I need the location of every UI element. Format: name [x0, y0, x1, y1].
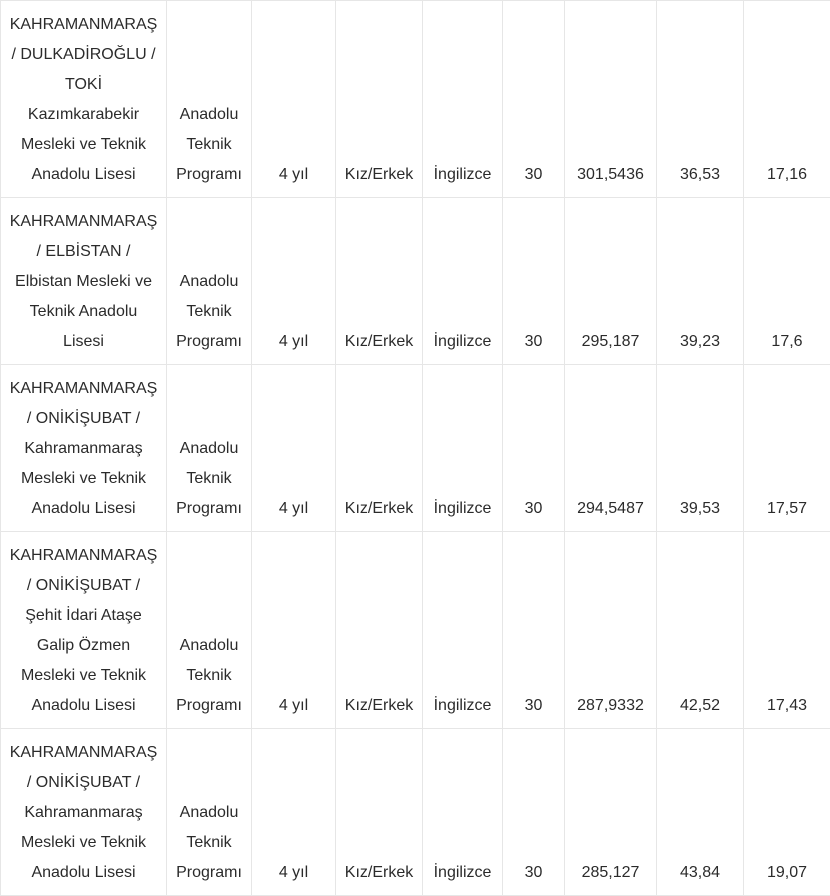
program-cell — [167, 365, 252, 532]
school-name-line: TOKİ — [64, 76, 103, 93]
last-value-cell: 17,57 — [744, 365, 830, 532]
school-name-line: / DULKADİROĞLU / — [11, 46, 156, 63]
last-value-cell: 19,07 — [744, 729, 830, 896]
program-line: Anadolu — [179, 273, 239, 290]
table-row — [1, 365, 830, 532]
last-value-cell: 17,43 — [744, 532, 830, 729]
school-name-line: Anadolu Lisesi — [31, 697, 136, 714]
last-value-cell: 17,16 — [744, 1, 830, 198]
school-name-line: Elbistan Mesleki ve — [15, 273, 152, 290]
score-cell: 294,5487 — [565, 365, 657, 532]
table-row — [1, 729, 830, 896]
school-name-line: KAHRAMANMARAŞ — [9, 213, 158, 230]
table-body — [1, 1, 830, 896]
school-name-cell — [1, 1, 167, 198]
score-cell: 285,127 — [565, 729, 657, 896]
school-name-line: Kahramanmaraş — [24, 804, 143, 821]
school-name-line: Kazımkarabekir — [27, 106, 140, 123]
program-line: Anadolu — [179, 804, 239, 821]
quota-cell: 30 — [503, 729, 565, 896]
language-cell: İngilizce — [423, 365, 503, 532]
duration-cell: 4 yıl — [252, 1, 336, 198]
program-line: Anadolu — [179, 106, 239, 123]
percentile-cell: 39,23 — [657, 198, 744, 365]
school-name-line: / ONİKİŞUBAT / — [26, 577, 141, 594]
school-name-line: Teknik Anadolu — [29, 303, 138, 320]
school-name-line: Mesleki ve Teknik — [20, 834, 147, 851]
school-name-line: Anadolu Lisesi — [31, 864, 136, 881]
school-name-cell — [1, 198, 167, 365]
program-line: Programı — [176, 166, 242, 183]
program-line: Programı — [176, 697, 242, 714]
program-line: Teknik — [186, 470, 232, 487]
school-name-line: Galip Özmen — [36, 637, 131, 654]
school-name-line: Lisesi — [63, 333, 104, 350]
score-cell: 287,9332 — [565, 532, 657, 729]
school-name-line: Mesleki ve Teknik — [20, 470, 147, 487]
quota-cell: 30 — [503, 365, 565, 532]
program-line: Programı — [176, 864, 242, 881]
language-cell: İngilizce — [423, 1, 503, 198]
gender-cell: Kız/Erkek — [336, 1, 423, 198]
school-name-line: Şehit İdari Ataşe — [25, 607, 142, 624]
gender-cell: Kız/Erkek — [336, 198, 423, 365]
school-name-cell — [1, 532, 167, 729]
percentile-cell: 39,53 — [657, 365, 744, 532]
duration-cell: 4 yıl — [252, 365, 336, 532]
percentile-cell: 42,52 — [657, 532, 744, 729]
program-line: Programı — [176, 500, 242, 517]
last-value-cell: 17,6 — [744, 198, 830, 365]
score-cell: 295,187 — [565, 198, 657, 365]
table-row — [1, 198, 830, 365]
quota-cell: 30 — [503, 532, 565, 729]
school-name-line: Mesleki ve Teknik — [20, 136, 147, 153]
program-line: Teknik — [186, 136, 232, 153]
gender-cell: Kız/Erkek — [336, 729, 423, 896]
table-row — [1, 532, 830, 729]
program-line: Anadolu — [179, 637, 239, 654]
program-cell — [167, 532, 252, 729]
percentile-cell: 43,84 — [657, 729, 744, 896]
school-name-cell — [1, 365, 167, 532]
duration-cell: 4 yıl — [252, 198, 336, 365]
school-name-line: KAHRAMANMARAŞ — [9, 744, 158, 761]
language-cell: İngilizce — [423, 532, 503, 729]
school-name-line: / ONİKİŞUBAT / — [26, 774, 141, 791]
school-name-line: / ONİKİŞUBAT / — [26, 410, 141, 427]
duration-cell: 4 yıl — [252, 729, 336, 896]
program-cell — [167, 1, 252, 198]
school-name-cell — [1, 729, 167, 896]
table-row — [1, 1, 830, 198]
program-line: Teknik — [186, 834, 232, 851]
gender-cell: Kız/Erkek — [336, 365, 423, 532]
school-name-line: KAHRAMANMARAŞ — [9, 16, 158, 33]
program-line: Teknik — [186, 667, 232, 684]
score-cell: 301,5436 — [565, 1, 657, 198]
duration-cell: 4 yıl — [252, 532, 336, 729]
program-line: Programı — [176, 333, 242, 350]
school-name-line: Anadolu Lisesi — [31, 500, 136, 517]
quota-cell: 30 — [503, 1, 565, 198]
quota-cell: 30 — [503, 198, 565, 365]
program-cell — [167, 198, 252, 365]
school-name-line: Mesleki ve Teknik — [20, 667, 147, 684]
school-name-line: / ELBİSTAN / — [36, 243, 131, 260]
program-line: Teknik — [186, 303, 232, 320]
percentile-cell: 36,53 — [657, 1, 744, 198]
program-cell — [167, 729, 252, 896]
school-name-line: Kahramanmaraş — [24, 440, 143, 457]
gender-cell: Kız/Erkek — [336, 532, 423, 729]
school-name-line: KAHRAMANMARAŞ — [9, 380, 158, 397]
language-cell: İngilizce — [423, 729, 503, 896]
language-cell: İngilizce — [423, 198, 503, 365]
school-name-line: KAHRAMANMARAŞ — [9, 547, 158, 564]
school-name-line: Anadolu Lisesi — [31, 166, 136, 183]
program-line: Anadolu — [179, 440, 239, 457]
